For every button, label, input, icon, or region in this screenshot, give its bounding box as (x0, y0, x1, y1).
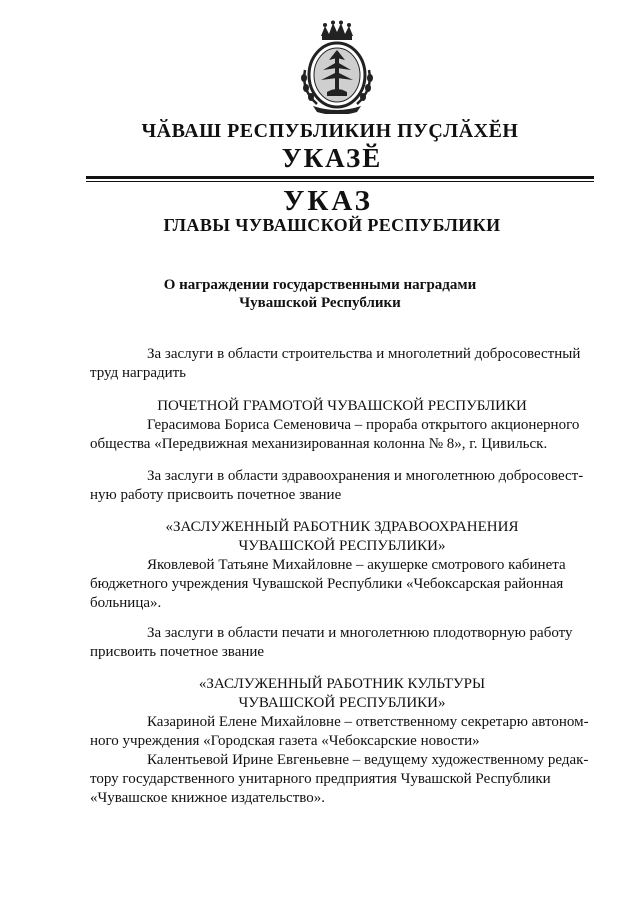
text-line: ЧУВАШСКОЙ РЕСПУБЛИКИ» (238, 538, 446, 554)
text-line: Герасимова Бориса Семеновича – прораба открытого акционерного (147, 417, 580, 433)
text-line: Яковлевой Татьяне Михайловне – акушерке смотрового кабинета (147, 557, 566, 573)
text-line: За заслуги в области печати и многолетнюю плодотворную работу (147, 625, 573, 641)
text-line: ЧУВАШСКОЙ РЕСПУБЛИКИ» (238, 695, 446, 711)
recipient-kazarina (90, 713, 594, 751)
text-line: бюджетного учреждения Чувашской Республики «Чебоксарская районная (90, 576, 564, 592)
document-subtitle: ГЛАВЫ ЧУВАШСКОЙ РЕСПУБЛИКИ (163, 215, 501, 235)
header-divider-thin (86, 181, 594, 182)
award-title-culture (90, 675, 594, 713)
text-line: общества «Передвижная механизированная колонна № 8», г. Цивильск. (90, 436, 548, 452)
paragraph-press (90, 624, 594, 662)
text-line: «ЗАСЛУЖЕННЫЙ РАБОТНИК КУЛЬТУРЫ (198, 676, 486, 692)
text-line: больница». (90, 595, 162, 611)
text-line: За заслуги в области здравоохранения и многолетнюю добросовест- (147, 468, 584, 484)
text-line: ного учреждения «Городская газета «Чебоксарские новости» (90, 733, 480, 749)
award-title-healthcare (90, 518, 594, 556)
text-line: За заслуги в области строительства и многолетний добросовестный (147, 346, 581, 362)
award-title-gramota: ПОЧЕТНОЙ ГРАМОТОЙ ЧУВАШСКОЙ РЕСПУБЛИКИ (157, 398, 527, 414)
recipient-gerasimov (90, 416, 594, 454)
decree-subject (0, 276, 640, 312)
paragraph-healthcare (90, 467, 594, 505)
text-line: ную работу присвоить почетное звание (90, 487, 342, 503)
text-line: «Чувашское книжное издательство». (90, 790, 326, 806)
text-line: «ЗАСЛУЖЕННЫЙ РАБОТНИК ЗДРАВООХРАНЕНИЯ (165, 519, 519, 535)
recipient-yakovleva (90, 556, 594, 613)
text-line: тору государственного унитарного предприятия Чувашской Республики (90, 771, 551, 787)
header-divider-thick (86, 176, 594, 179)
text-line: труд наградить (90, 365, 187, 381)
text-line: Калентьевой Ирине Евгеньевне – ведущему художественному редак- (147, 752, 589, 768)
paragraph-construction (90, 345, 594, 383)
chuvash-title-line: ЧӐВАШ РЕСПУБЛИКИН ПУҪЛӐХӖН (141, 120, 519, 142)
recipient-kalentyeva (90, 751, 594, 808)
subject-line-1: О награждении государственными наградами (163, 277, 477, 293)
subject-line-2: Чувашской Республики (239, 295, 401, 311)
text-line: Казариной Елене Михайловне – ответственному секретарю автоном- (147, 714, 589, 730)
document-title: УКАЗ (283, 185, 373, 217)
text-line: присвоить почетное звание (90, 644, 265, 660)
chuvash-ukaz-title: УКАЗӖ (281, 143, 383, 173)
coat-of-arms-icon (295, 20, 379, 114)
